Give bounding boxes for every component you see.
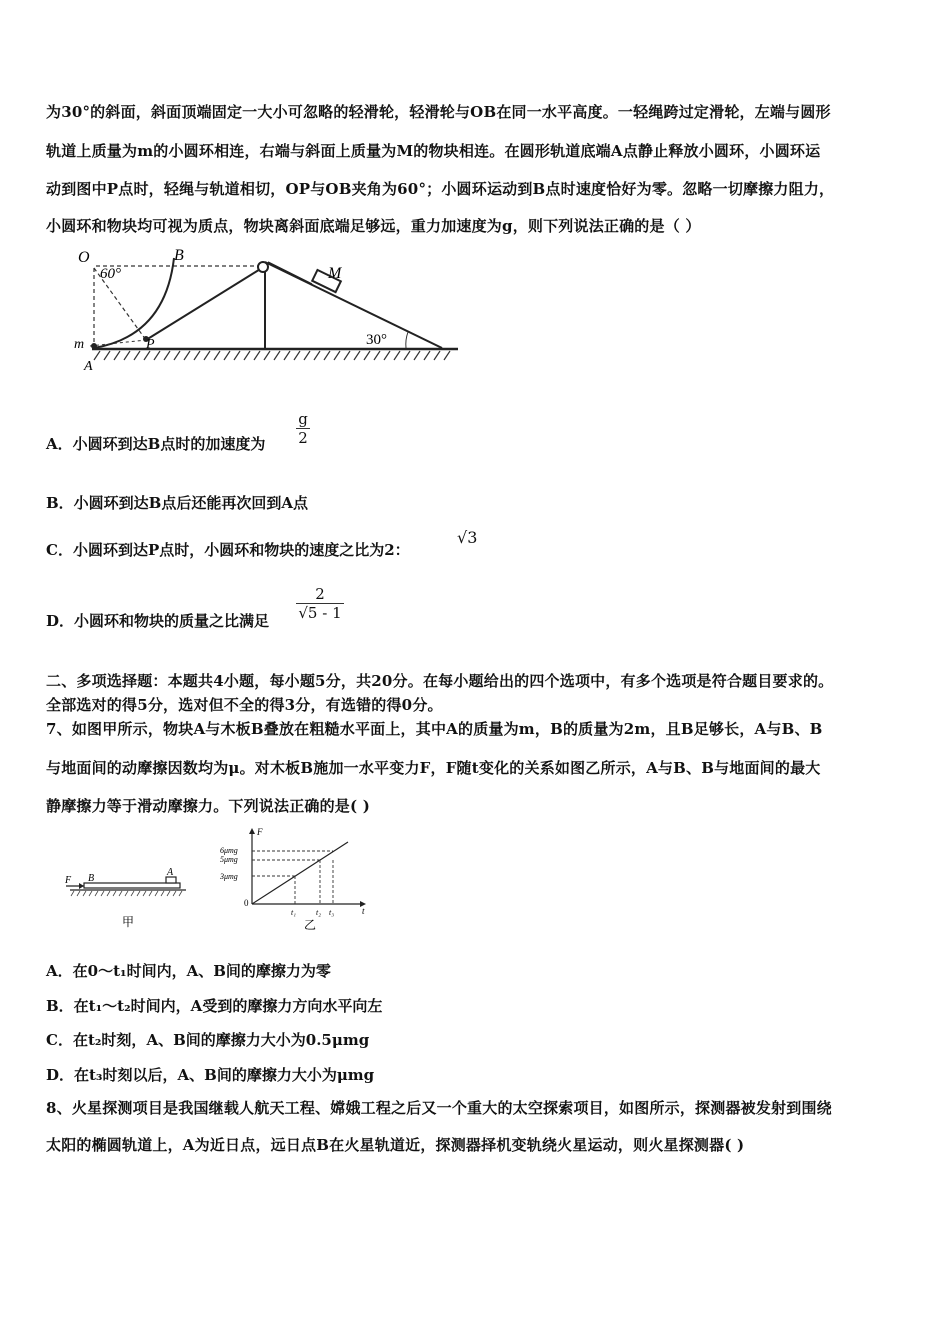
q7-option-b: B．在t₁～t₂时间内，A受到的摩擦力方向水平向左	[46, 997, 383, 1015]
label-O: O	[78, 249, 90, 266]
label-60: 60°	[100, 266, 121, 282]
jia-caption: 甲	[122, 915, 135, 929]
label-m: m	[74, 337, 85, 352]
yi-origin: 0	[244, 898, 249, 908]
q6-option-b: B．小圆环到达B点后还能再次回到A点	[46, 494, 308, 512]
q6-line-3: 动到图中P点时，轻绳与轨道相切，OP与OB夹角为60°；小圆环运动到B点时速度恰好为零。忽略一切摩擦力阻力，	[46, 180, 835, 198]
jia-label-A: A	[167, 867, 174, 878]
yi-axis-t: t	[362, 906, 365, 916]
q6-option-d-numerator: 2	[315, 585, 325, 603]
q7-figure-jia	[62, 862, 192, 934]
q6-line-2: 轨道上质量为m的小圆环相连，右端与斜面上质量为M的物块相连。在圆形轨道底端A点静止释放小圆环，小圆环运	[46, 142, 821, 160]
yi-label-F: F	[257, 827, 263, 837]
q7-option-d: D．在t₃时刻以后，A、B间的摩擦力大小为μmg	[46, 1066, 375, 1084]
q6-option-a: A．小圆环到达B点时的加速度为	[46, 435, 266, 453]
q6-figure	[70, 248, 470, 376]
yi-tick-5: 5μmg	[220, 855, 238, 864]
q6-option-c: C．小圆环到达P点时，小圆环和物块的速度之比为2：	[46, 541, 410, 559]
q8-line-2: 太阳的椭圆轨道上，A为近日点，远日点B在火星轨道近，探测器择机变轨绕火星运动，则火星探测器( )	[46, 1136, 745, 1154]
q6-option-a-denominator: 2	[296, 428, 310, 447]
yi-tick-6: 6μmg	[220, 846, 238, 855]
label-A: A	[84, 359, 93, 374]
yi-tick-3: 3μmg	[220, 872, 238, 881]
yi-caption: 乙	[304, 918, 317, 932]
jia-label-B: B	[88, 873, 95, 884]
yi-t1: t₁	[291, 908, 297, 917]
q6-option-c-root: √3	[457, 528, 478, 547]
q7-option-a: A．在0～t₁时间内，A、B间的摩擦力为零	[46, 962, 331, 980]
q7-line-2: 与地面间的动摩擦因数均为μ。对木板B施加一水平变力F，F随t变化的关系如图乙所示，A与B、B与地面间的最大	[46, 759, 821, 777]
q7-option-c: C．在t₂时刻，A、B间的摩擦力大小为0.5μmg	[46, 1031, 370, 1049]
label-M: M	[328, 265, 342, 282]
q8-line-1: 8、火星探测项目是我国继载人航天工程、嫦娥工程之后又一个重大的太空探索项目，如图所示，探测器被发射到围绕	[46, 1099, 832, 1117]
q7-line-3: 静摩擦力等于滑动摩擦力。下列说法正确的是( )	[46, 797, 371, 815]
label-30: 30°	[366, 332, 387, 348]
yi-t2: t₂	[316, 908, 322, 917]
q6-line-4: 小圆环和物块均可视为质点，物块离斜面底端足够远，重力加速度为g，则下列说法正确的是（ ）	[46, 217, 701, 235]
q6-line-1: 为30°的斜面，斜面顶端固定一大小可忽略的轻滑轮，轻滑轮与OB在同一水平高度。一轻绳跨过定滑轮，左端与圆形	[46, 103, 831, 121]
q6-option-a-fraction	[296, 410, 310, 447]
jia-label-F: F	[65, 875, 72, 886]
section2-line-2: 全部选对的得5分，选对但不全的得3分，有选错的得0分。	[46, 696, 443, 714]
q6-option-d-denominator: √5 - 1	[296, 603, 344, 622]
label-P: P	[146, 337, 155, 352]
q7-line-1: 7、如图甲所示，物块A与木板B叠放在粗糙水平面上，其中A的质量为m，B的质量为2m，且B足够长，A与B、B	[46, 720, 823, 738]
q6-option-d: D．小圆环和物块的质量之比满足	[46, 612, 270, 630]
section2-line-1: 二、多项选择题：本题共4小题，每小题5分，共20分。在每小题给出的四个选项中，有多个选项是符合题目要求的。	[46, 672, 834, 690]
label-B: B	[174, 248, 184, 264]
q6-option-d-fraction	[296, 585, 344, 622]
q7-figure-yi	[212, 826, 372, 934]
yi-t3: t₃	[329, 908, 335, 917]
q6-option-a-numerator: g	[298, 410, 308, 428]
